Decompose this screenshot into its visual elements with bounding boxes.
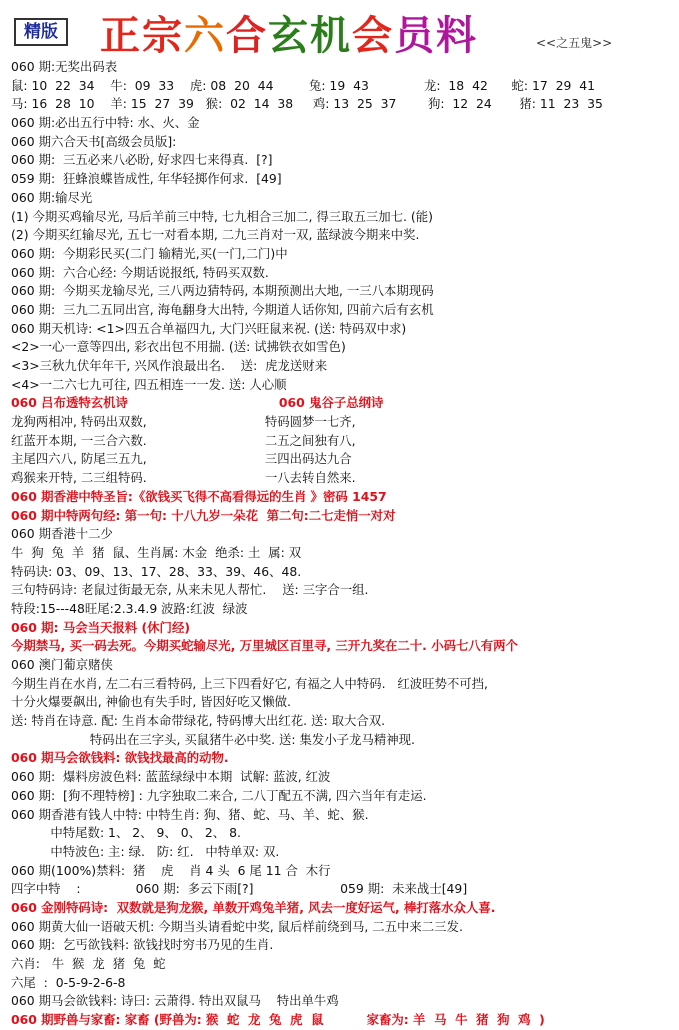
title-part: 正宗 (100, 12, 184, 59)
text-line: 060 期马会欲钱料: 诗曰: 云萧得. 特出双鼠马 特出单牛鸡 (11, 993, 339, 1009)
text-line: 马: 16 28 10 羊: 15 27 39 猴: 02 14 38 鸡: 13 25 37 狗: 12 24 猪: 11 23 35 (11, 96, 603, 112)
text-line: 060 期: 今期彩民买(二门 输精光,买(一门,二门)中 (11, 245, 288, 261)
text-line: 060 期(100%)禁料: 猪 虎 肖 4 头 6 尾 11 合 木行 (11, 862, 331, 878)
text-line: 060 期六合天书[高级会员版]: (11, 133, 177, 149)
text-line: 060 期: 今期买龙输尽光, 三八两边猜特码, 本期预测出大地, 一三八本期现码 (11, 283, 434, 299)
text-line: 060 金刚特码诗: 双数就是狗龙猴, 单数开鸡兔羊猪, 风去一度好运气, 棒打落水众人喜. (11, 899, 496, 915)
text-line: 送: 特肖在诗意. 配: 生肖本命带绿花, 特码博大出红花. 送: 取大合双. (11, 713, 386, 729)
text-line: 红蓝开本期, 一三合六数. 二五之间独有八, (11, 432, 356, 448)
text-line: 主尾四六八, 防尾三五九, 三四出码达九合 (11, 451, 352, 467)
text-line: 中特波色: 主: 绿. 防: 红. 中特单双: 双. (11, 843, 280, 859)
text-line: <4>一二六七九可往, 四五相连一一发. 送: 人心顺 (11, 376, 287, 392)
text-line: 060 期: [狗不理特榜] : 九字独取二来合, 二八丁配五不满, 四六当年有走运. (11, 787, 427, 803)
page-title (100, 4, 478, 61)
text-line: 060 期: 三九二五同出宫, 海龟翻身大出特, 今期道人话你知, 四前六后有玄机 (11, 301, 434, 317)
text-line: 060 期: 乞丐欲钱料: 欲钱找时穷书乃见的生肖. (11, 937, 274, 953)
text-line: 060 期: 六合心经: 今期话说报纸, 特码买双数. (11, 264, 269, 280)
text-line: 060 期: 马会当天报料 (休门经) (11, 619, 190, 635)
content-lines (11, 58, 673, 1030)
text-line: 060 期:必出五行中特: 水、火、金 (11, 115, 200, 131)
text-line: 060 期: 三五必来八必盼, 好求四七来得真. [?] (11, 152, 273, 168)
text-line: 今期禁马, 买一码去死。今期买蛇输尽光, 万里城区百里寻, 三开九奖在二十. 小码七八有两个 (11, 638, 518, 654)
text-line: <2>一心一意等四出, 彩衣出包不用揣. (送: 试拂铁衣如雪色) (11, 339, 346, 355)
text-line: 060 期野兽与家畜: 家畜 (野兽为: 猴 蛇 龙 兔 虎 鼠 家畜为: 羊 马 牛 猪 狗 鸡 ) (11, 1012, 545, 1028)
page-header (0, 0, 679, 58)
text-line: 059 期: 狂蜂浪蝶皆成性, 年华轻掷作何求. [49] (11, 171, 282, 187)
byline: <<之五鬼>> (536, 36, 613, 50)
text-line: 六尾 : 0-5-9-2-6-8 (11, 974, 126, 990)
text-line: 060 期中特两句经: 第一句: 十八九岁一朵花 第二句:二七走悄一对对 (11, 507, 396, 523)
text-line: 060 期:输尽光 (11, 189, 93, 205)
text-line: 今期生肖在水肖, 左二右三看特码, 上三下四看好它, 有福之人中特码. 红波旺势不可挡, (11, 675, 488, 691)
title-part: 员料 (394, 12, 478, 59)
edition-badge: 精版 (14, 18, 68, 46)
text-line: 特码出在三字头, 买鼠猪牛必中奖. 送: 集发小子龙马精神现. (11, 731, 415, 747)
text-line: 十分火爆要飙出, 神偷也有失手时, 皆因好吃又懒做. (11, 694, 291, 710)
text-line: 060 期香港中特圣旨:《欲钱买飞得不高看得远的生肖 》密码 1457 (11, 488, 387, 504)
text-line: 060 期香港有钱人中特: 中特生肖: 狗、猪、蛇、马、羊、蛇、猴. (11, 806, 369, 822)
text-line: 牛 狗 兔 羊 猪 鼠、生肖属: 木金 绝杀: 土 属: 双 (11, 544, 302, 560)
text-line: 鼠: 10 22 34 牛: 09 33 虎: 08 20 44 兔: 19 43 龙: 18 42 蛇: 17 29 41 (11, 77, 596, 93)
text-line: 四字中特 : 060 期: 多云下雨[?] 059 期: 未来战士[49] (11, 881, 468, 897)
text-line: <3>三秋九伏年年干, 兴风作浪最出名. 送: 虎龙送财来 (11, 358, 328, 373)
text-line: 060 期香港十二少 (11, 526, 113, 542)
text-line: 060 期天机诗: <1>四五合单福四九, 大门兴旺鼠来祝. (送: 特码双中求) (11, 320, 407, 336)
text-line: 特码诀: 03、09、13、17、28、33、39、46、48. (11, 563, 302, 579)
text-line: (2) 今期买红输尽光, 五七一对看本期, 二九三肖对一双, 蓝绿波今期来中奖. (11, 227, 420, 243)
title-part: 六 (184, 12, 226, 59)
text-line: 060 期:无奖出码表 (11, 59, 118, 74)
text-line: 060 期黄大仙一语破天机: 今期当头请看蛇中奖, 鼠后样前绕到马, 二五中来二三发. (11, 918, 463, 934)
text-line: 060 期马会欲钱料: 欲钱找最高的动物. (11, 750, 229, 766)
text-line: (1) 今期买鸡输尽光, 马后羊前三中特, 七九相合三加二, 得三取五三加七. (能) (11, 208, 433, 224)
text-line: 060 澳门葡京赌侠 (11, 657, 113, 672)
text-line: 六肖: 牛 猴 龙 猪 兔 蛇 (11, 956, 166, 971)
text-line: 鸡猴来开特, 二三组特码. 一八去转自然来. (11, 470, 356, 486)
text-line: 060 期: 爆料房波色料: 蓝蓝绿绿中本期 试解: 蓝波, 红波 (11, 769, 331, 785)
text-line: 龙狗两相冲, 特码出双数, 特码圆梦一七齐, (11, 414, 356, 430)
title-part: 玄机 (268, 12, 352, 59)
text-line: 三句特码诗: 老鼠过街最无奈, 从来未见人帮忙. 送: 三字合一组. (11, 582, 369, 598)
title-part: 会 (352, 12, 394, 59)
text-line: 中特尾数: 1、 2、 9、 0、 2、 8. (11, 825, 241, 841)
text-line: 060 吕布透特玄机诗 060 鬼谷子总纲诗 (11, 395, 384, 411)
text-line: 特段:15---48旺尾:2.3.4.9 波路:红波 绿波 (11, 600, 248, 616)
title-part: 合 (226, 12, 268, 59)
